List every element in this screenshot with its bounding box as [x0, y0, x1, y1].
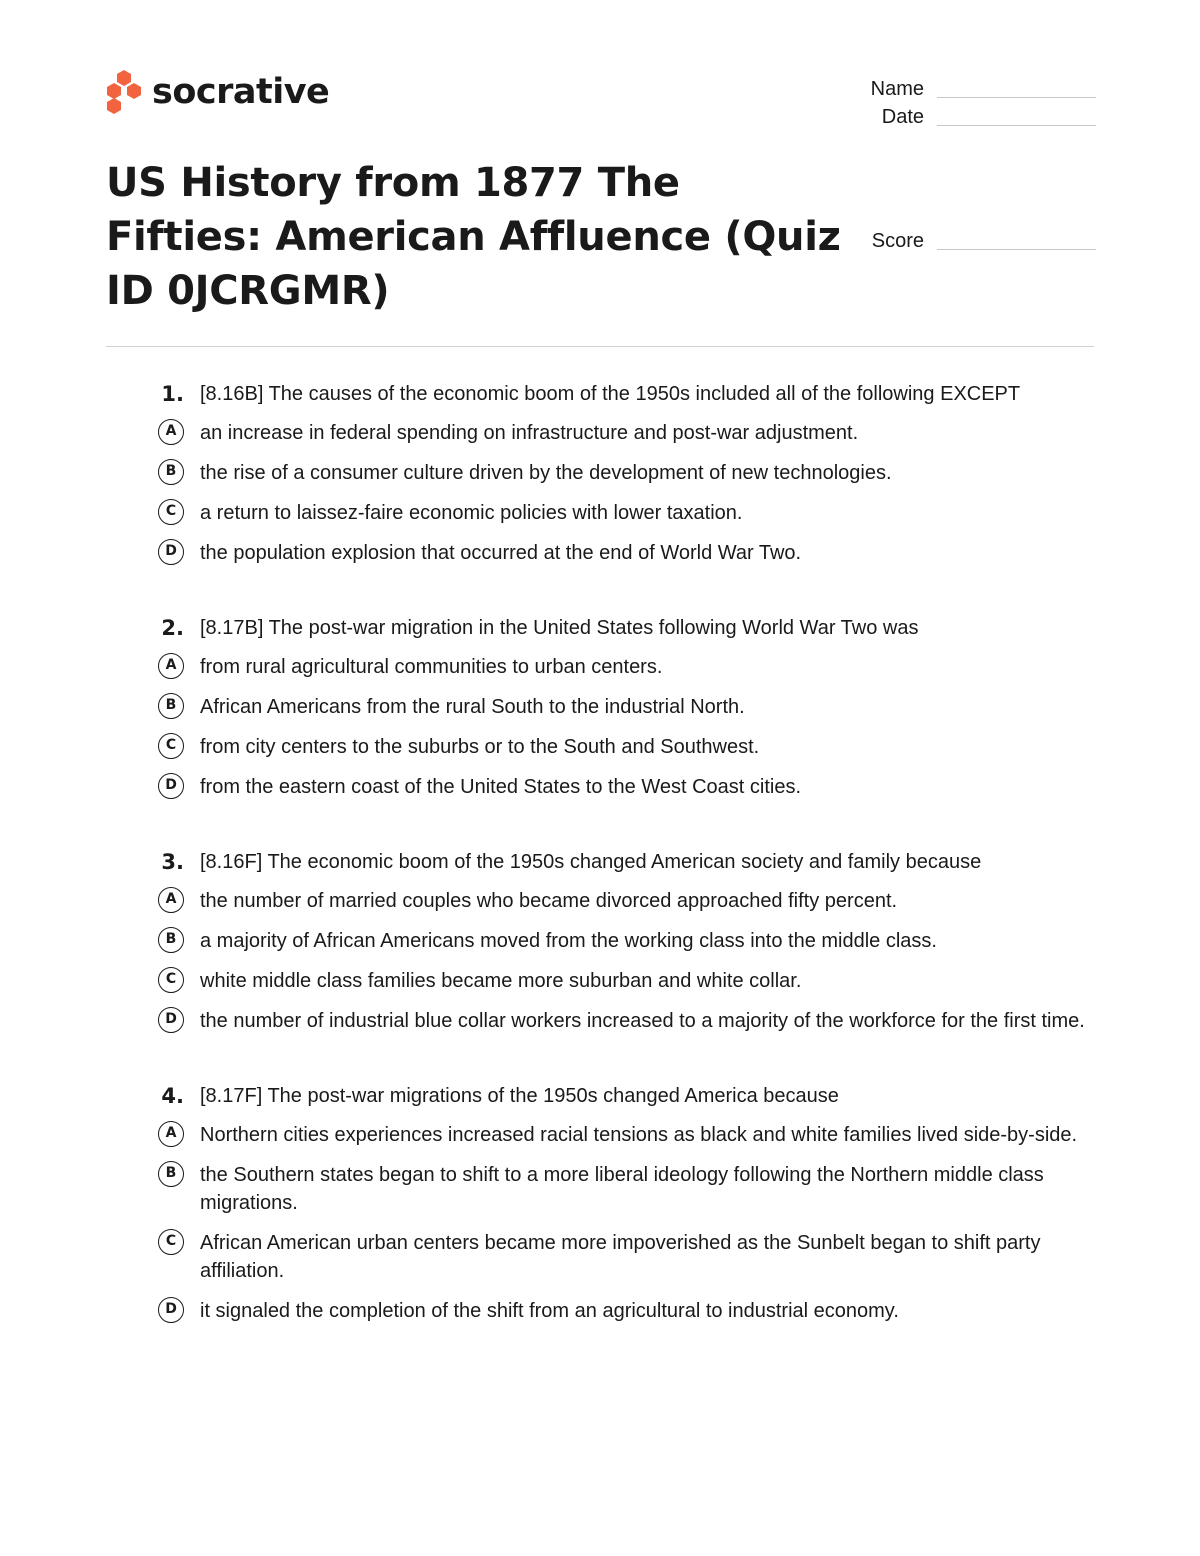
choice-text: the number of industrial blue collar workers increased to a majority of the workforce for the first time.: [200, 1010, 1085, 1032]
choice-text: from the eastern coast of the United States to the West Coast cities.: [200, 776, 802, 798]
answer-choice-c[interactable]: [106, 1226, 1094, 1288]
choice-text: the Southern states began to shift to a more liberal ideology following the Northern middle class migrations.: [200, 1164, 1044, 1214]
answer-choice-b[interactable]: [106, 1158, 1094, 1220]
answer-choice-a[interactable]: [106, 416, 1094, 450]
choice-letter-circle[interactable]: D: [158, 1007, 184, 1033]
quiz-title: US History from 1877 The Fifties: American Affluence (Quiz ID 0JCRGMR): [106, 160, 841, 314]
choice-letter-circle[interactable]: A: [158, 419, 184, 445]
question-prompt: [106, 846, 1094, 878]
question-number: 3.: [161, 850, 184, 874]
answer-choice-b[interactable]: [106, 456, 1094, 490]
choice-text: African Americans from the rural South to the industrial North.: [200, 696, 745, 718]
answer-choice-d[interactable]: [106, 536, 1094, 570]
choice-letter-circle[interactable]: B: [158, 1161, 184, 1187]
choice-text: a majority of African Americans moved from the working class into the middle class.: [200, 930, 937, 952]
choice-text: a return to laissez-faire economic policies with lower taxation.: [200, 502, 743, 524]
question-list: [106, 378, 1094, 1370]
socrative-logo: [106, 68, 329, 116]
question-text: [8.17B] The post-war migration in the United States following World War Two was: [200, 617, 919, 639]
question-number: 1.: [161, 382, 184, 406]
choice-letter-circle[interactable]: C: [158, 499, 184, 525]
choice-letter-circle[interactable]: D: [158, 773, 184, 799]
answer-choice-d[interactable]: [106, 1004, 1094, 1038]
choice-text: white middle class families became more suburban and white collar.: [200, 970, 802, 992]
question-prompt: [106, 1080, 1094, 1112]
score-label: Score: [871, 230, 924, 252]
question-text: [8.16B] The causes of the economic boom of the 1950s included all of the following EXCEPT: [200, 383, 1021, 405]
name-line[interactable]: [937, 97, 1096, 98]
choice-letter-circle[interactable]: C: [158, 1229, 184, 1255]
choice-text: it signaled the completion of the shift from an agricultural to industrial economy.: [200, 1300, 899, 1322]
question-text: [8.17F] The post-war migrations of the 1950s changed America because: [200, 1085, 839, 1107]
choice-text: the number of married couples who became divorced approached fifty percent.: [200, 890, 898, 912]
question-1: [106, 378, 1094, 570]
answer-choice-d[interactable]: [106, 770, 1094, 804]
name-label: Name: [870, 78, 924, 100]
answer-choice-a[interactable]: [106, 1118, 1094, 1152]
date-field[interactable]: [860, 100, 1096, 130]
brand-name: socrative: [152, 72, 330, 112]
answer-choice-d[interactable]: [106, 1294, 1094, 1328]
score-field[interactable]: [860, 224, 1096, 254]
choice-letter-circle[interactable]: C: [158, 733, 184, 759]
choice-text: from city centers to the suburbs or to the South and Southwest.: [200, 736, 760, 758]
question-2: [106, 612, 1094, 804]
choice-letter-circle[interactable]: B: [158, 927, 184, 953]
choice-letter-circle[interactable]: A: [158, 887, 184, 913]
score-line[interactable]: [937, 249, 1096, 250]
choice-letter-circle[interactable]: D: [158, 539, 184, 565]
answer-choice-a[interactable]: [106, 650, 1094, 684]
answer-choice-b[interactable]: [106, 924, 1094, 958]
socrative-hexagon-icon: [106, 68, 142, 116]
question-number: 4.: [161, 1084, 184, 1108]
choice-letter-circle[interactable]: B: [158, 459, 184, 485]
question-4: [106, 1080, 1094, 1328]
question-prompt: [106, 612, 1094, 644]
choice-letter-circle[interactable]: A: [158, 1121, 184, 1147]
choice-text: Northern cities experiences increased racial tensions as black and white families lived side-by-side.: [200, 1124, 1078, 1146]
choice-text: the population explosion that occurred at the end of World War Two.: [200, 542, 802, 564]
answer-choice-c[interactable]: [106, 496, 1094, 530]
question-prompt: [106, 378, 1094, 410]
question-number: 2.: [161, 616, 184, 640]
answer-choice-b[interactable]: [106, 690, 1094, 724]
question-3: [106, 846, 1094, 1038]
answer-choice-c[interactable]: [106, 964, 1094, 998]
choice-text: an increase in federal spending on infrastructure and post-war adjustment.: [200, 422, 859, 444]
choice-text: the rise of a consumer culture driven by the development of new technologies.: [200, 462, 892, 484]
answer-choice-a[interactable]: [106, 884, 1094, 918]
choice-letter-circle[interactable]: D: [158, 1297, 184, 1323]
choice-text: from rural agricultural communities to urban centers.: [200, 656, 663, 678]
choice-letter-circle[interactable]: C: [158, 967, 184, 993]
date-label: Date: [881, 106, 924, 128]
choice-letter-circle[interactable]: B: [158, 693, 184, 719]
choice-text: African American urban centers became more impoverished as the Sunbelt began to shift party affiliation.: [200, 1232, 1041, 1282]
question-text: [8.16F] The economic boom of the 1950s changed American society and family because: [200, 851, 982, 873]
header-divider: [106, 346, 1094, 347]
date-line[interactable]: [937, 125, 1096, 126]
choice-letter-circle[interactable]: A: [158, 653, 184, 679]
name-field[interactable]: [860, 72, 1096, 102]
answer-choice-c[interactable]: [106, 730, 1094, 764]
